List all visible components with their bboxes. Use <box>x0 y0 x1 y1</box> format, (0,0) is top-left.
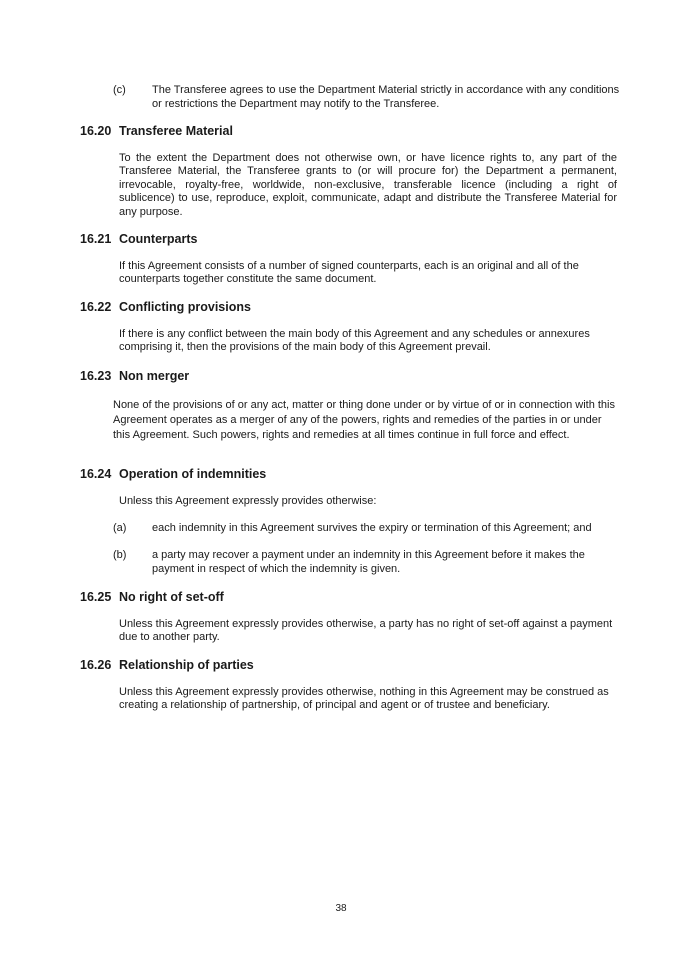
page-number: 38 <box>335 903 347 914</box>
heading-16-26 <box>80 658 254 673</box>
section-title: Relationship of parties <box>119 658 254 672</box>
section-number: 16.26 <box>80 658 112 672</box>
section-title: No right of set-off <box>119 590 224 604</box>
section-title: Transferee Material <box>119 124 233 138</box>
section-number: 16.23 <box>80 369 112 383</box>
list-item-label: (c) <box>113 84 126 96</box>
paragraph-16-23: None of the provisions of or any act, matter or thing done under or by virtue of or in connection with this Agreement operates as a merger of any of the powers, rights and remedies of the parties in or under this Agreement. Such powers, rights and remedies at all times continue in full force and effect. <box>113 399 615 441</box>
section-number: 16.21 <box>80 232 112 246</box>
heading-16-21 <box>80 232 197 247</box>
heading-16-22 <box>80 300 251 315</box>
section-title: Counterparts <box>119 232 198 246</box>
section-title: Non merger <box>119 369 190 383</box>
paragraph-16-24: Unless this Agreement expressly provides otherwise: <box>119 495 377 507</box>
heading-16-25 <box>80 590 224 605</box>
section-title: Operation of indemnities <box>119 467 267 481</box>
list-item-a <box>113 522 623 536</box>
paragraph-16-20: To the extent the Department does not otherwise own, or have licence rights to, any part of the Transferee Material, the Transferee grants to (or will procure for) the Department a permanent, irrevocable, royalty-free, worldwide, non-exclusive, transferable licence (including a right of sublicence) to use, reproduce, exploit, communicate, adapt and distribute the Transferee Material for any purpose. <box>119 152 617 218</box>
list-item-label: (a) <box>113 522 127 534</box>
section-number: 16.20 <box>80 124 112 138</box>
heading-16-24 <box>80 467 266 482</box>
paragraph-16-21: If this Agreement consists of a number of signed counterparts, each is an original and all of the counterparts together constitute the same document. <box>119 260 579 286</box>
section-number: 16.25 <box>80 590 112 604</box>
paragraph-16-25: Unless this Agreement expressly provides otherwise, a party has no right of set-off against a payment due to another party. <box>119 618 613 644</box>
list-item-label: (b) <box>113 549 127 561</box>
list-item-text: a party may recover a payment under an indemnity in this Agreement before it makes the payment in respect of which the indemnity is given. <box>152 549 585 575</box>
list-item-text: each indemnity in this Agreement survives the expiry or termination of this Agreement; and <box>152 522 592 534</box>
list-item-b <box>113 549 623 576</box>
list-item-c <box>113 84 623 111</box>
heading-16-20 <box>80 124 233 139</box>
section-title: Conflicting provisions <box>119 300 251 314</box>
heading-16-23 <box>80 369 189 384</box>
paragraph-16-26: Unless this Agreement expressly provides otherwise, nothing in this Agreement may be construed as creating a relationship of partnership, of principal and agent or of trustee and beneficiary. <box>119 686 609 712</box>
section-number: 16.22 <box>80 300 112 314</box>
section-number: 16.24 <box>80 467 112 481</box>
paragraph-16-22: If there is any conflict between the main body of this Agreement and any schedules or annexures comprising it, then the provisions of the main body of this Agreement prevail. <box>119 328 590 354</box>
list-item-text: The Transferee agrees to use the Department Material strictly in accordance with any conditions or restrictions the Department may notify to the Transferee. <box>152 84 620 110</box>
